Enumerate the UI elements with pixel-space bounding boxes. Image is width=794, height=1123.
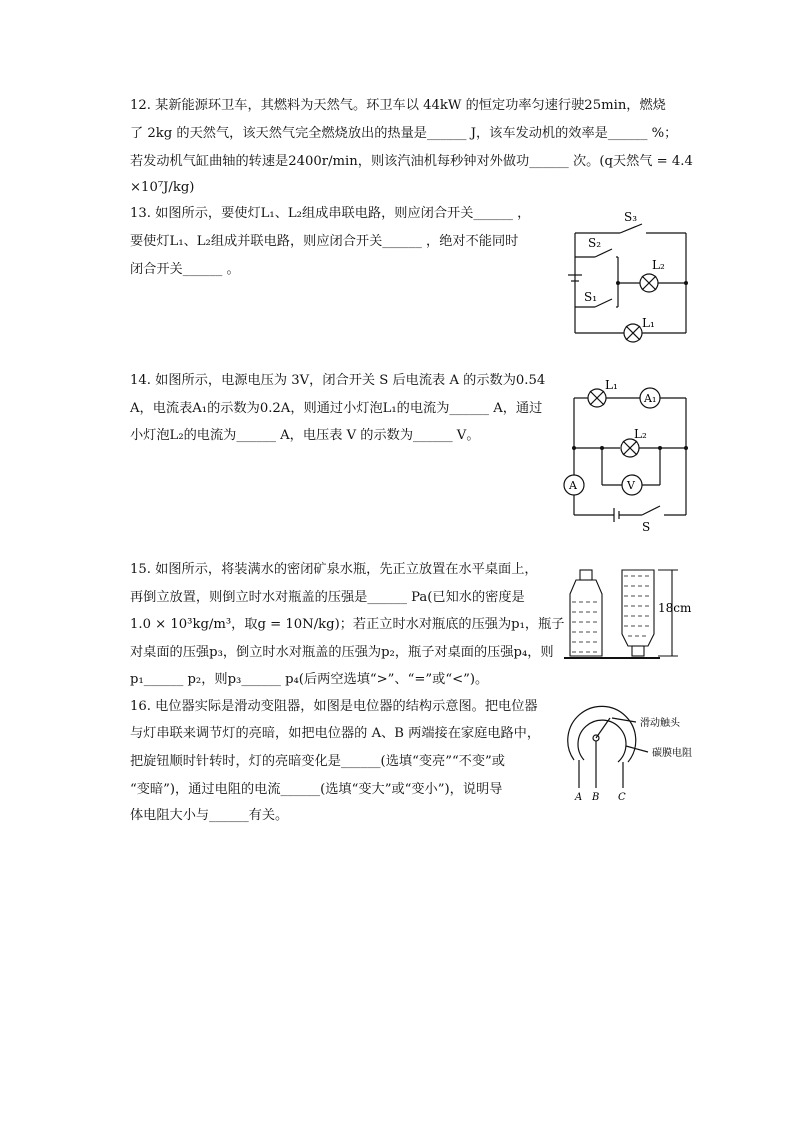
q15-line4: 对桌面的压强p₃，倒立时水对瓶盖的压强为p₂，瓶子对桌面的压强p₄，则 bbox=[130, 645, 554, 660]
q13-circuit-diagram bbox=[560, 205, 700, 345]
label-b: B bbox=[592, 792, 600, 803]
q14-line2: A，电流表A₁的示数为0.2A，则通过小灯泡L₁的电流为______ A，通过 bbox=[130, 401, 543, 416]
label-s: S bbox=[642, 520, 651, 534]
q16-line5: 体电阻大小与______有关。 bbox=[130, 808, 289, 823]
q15-line2: 再倒立放置，则倒立时水对瓶盖的压强是______ Pa(已知水的密度是 bbox=[130, 590, 525, 605]
label-c: C bbox=[618, 792, 626, 803]
label-s1: S₁ bbox=[584, 290, 598, 304]
q13-line2: 要使灯L₁、L₂组成并联电路，则应闭合开关______ ，绝对不能同时 bbox=[130, 234, 519, 249]
label-l1: L₁ bbox=[605, 378, 618, 392]
q15-line3: 1.0 × 10³kg/m³，取g = 10N/kg)；若正立时水对瓶底的压强为p₁，瓶子 bbox=[130, 617, 565, 632]
label-a: A bbox=[569, 479, 577, 492]
label-film: 碳膜电阻 bbox=[652, 748, 692, 759]
q14-circuit-diagram bbox=[560, 375, 700, 535]
label-height: 18cm bbox=[658, 601, 692, 615]
q12-line3: 若发动机气缸曲轴的转速是2400r/min，则该汽油机每秒钟对外做功______ 次。(q天然气 = 4.4 bbox=[130, 154, 693, 169]
q13-line1: 13. 如图所示，要使灯L₁、L₂组成串联电路，则应闭合开关______ ， bbox=[130, 206, 531, 221]
label-slider: 滑动触头 bbox=[640, 718, 680, 729]
label-l2: L₂ bbox=[634, 427, 647, 441]
q15-line5: p₁______ p₂，则p₃______ p₄(后两空选填“>”、“=”或“<”)。 bbox=[130, 672, 489, 687]
label-a: A bbox=[575, 792, 583, 803]
label-l1: L₁ bbox=[642, 316, 655, 330]
q14-line1: 14. 如图所示，电源电压为 3V，闭合开关 S 后电流表 A 的示数为0.54 bbox=[130, 373, 546, 388]
q12-line4: ×10⁷J/kg) bbox=[130, 180, 195, 195]
q16-line4: “变暗”)，通过电阻的电流______(选填“变大”或“变小”)，说明导 bbox=[130, 782, 503, 797]
q13-line3: 闭合开关______ 。 bbox=[130, 262, 240, 277]
label-l2: L₂ bbox=[652, 258, 665, 272]
q16-line3: 把旋钮顺时针转时，灯的亮暗变化是______(选填“变亮”“不变”或 bbox=[130, 754, 505, 769]
label-a1: A₁ bbox=[644, 392, 657, 405]
q14-line3: 小灯泡L₂的电流为______ A，电压表 V 的示数为______ V。 bbox=[130, 428, 480, 443]
q15-bottles-diagram bbox=[560, 562, 700, 667]
label-s3: S₃ bbox=[624, 210, 638, 224]
label-v: V bbox=[627, 479, 635, 492]
label-s2: S₂ bbox=[588, 236, 602, 250]
q16-line1: 16. 电位器实际是滑动变阻器，如图是电位器的结构示意图。把电位器 bbox=[130, 699, 538, 714]
q16-line2: 与灯串联来调节灯的亮暗，如把电位器的 A、B 两端接在家庭电路中， bbox=[130, 726, 541, 741]
q16-potentiometer-diagram bbox=[560, 700, 730, 805]
q12-line2: 了 2kg 的天然气，该天然气完全燃烧放出的热量是______ J，该车发动机的效率是______ %； bbox=[130, 126, 678, 141]
q12-line1: 12. 某新能源环卫车，其燃料为天然气。环卫车以 44kW 的恒定功率匀速行驶25min，燃烧 bbox=[130, 98, 666, 113]
q15-line1: 15. 如图所示，将装满水的密闭矿泉水瓶，先正立放置在水平桌面上， bbox=[130, 562, 538, 577]
